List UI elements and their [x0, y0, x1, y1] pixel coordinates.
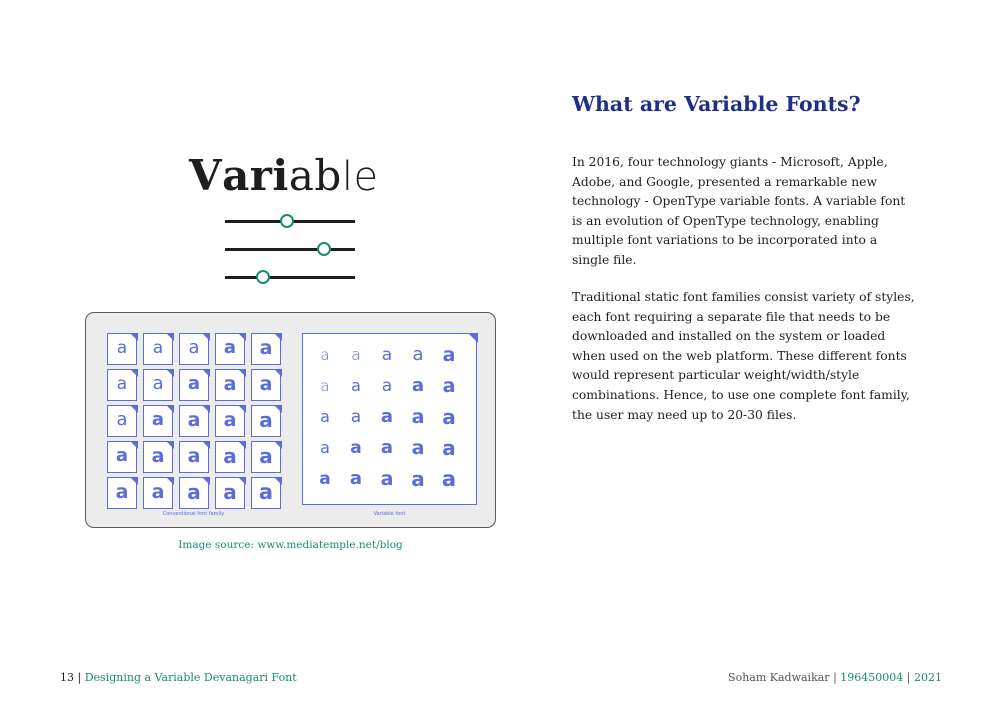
font-file-icon [215, 441, 245, 473]
image-source-caption: Image source: www.mediatemple.net/blog [178, 539, 403, 551]
glyph-sample: a [187, 480, 201, 504]
font-file-icon [179, 333, 209, 365]
glyph-sample: a [350, 438, 362, 458]
glyph-sample: a [350, 407, 362, 427]
font-file-icon [107, 477, 137, 509]
font-comparison-figure [85, 312, 496, 528]
glyph-sample: a [381, 345, 393, 365]
slider-knob [256, 270, 270, 284]
font-file-icon [143, 405, 173, 437]
glyph-sample: a [258, 480, 274, 504]
glyph-sample: a [115, 481, 129, 503]
glyph-sample: a [259, 373, 273, 395]
font-file-icon [143, 369, 173, 401]
font-file-icon [107, 333, 137, 365]
variable-font-file [302, 333, 477, 505]
slider-knob [317, 242, 331, 256]
glyph-sample: a [349, 468, 363, 489]
wordmark-part: V [189, 151, 223, 200]
glyph-sample: a [411, 437, 425, 459]
font-file-icon [179, 441, 209, 473]
glyph-sample: a [442, 405, 456, 429]
slider-illustration [225, 210, 357, 290]
glyph-sample: a [116, 409, 128, 430]
glyph-sample: a [152, 373, 164, 394]
footer-separator: | [833, 671, 837, 684]
glyph-sample: a [223, 444, 237, 468]
glyph-sample: a [320, 438, 330, 457]
glyph-sample: a [187, 373, 201, 394]
font-file-icon [251, 333, 281, 365]
slider-track [225, 276, 355, 279]
glyph-sample: a [380, 437, 394, 458]
document-title: Designing a Variable Devanagari Font [84, 671, 297, 684]
glyph-sample: a [320, 407, 330, 426]
glyph-sample: a [411, 406, 425, 428]
paragraph: In 2016, four technology giants - Microsoft, Apple, Adobe, and Google, presented a remarkable new technology - OpenType variable fonts. A variable font is an evolution of OpenType technology, enabling multiple font variations to be incorporated into a single file. [572, 155, 906, 267]
font-file-icon [215, 333, 245, 365]
glyph-sample: a [223, 480, 237, 504]
glyph-sample: a [441, 467, 457, 491]
glyph-sample: a [319, 469, 331, 489]
glyph-sample: a [320, 346, 330, 364]
page-number: 13 [60, 671, 74, 684]
glyph-sample: a [187, 445, 201, 467]
glyph-sample: a [223, 373, 237, 395]
slider-track [225, 248, 355, 251]
glyph-sample: a [351, 345, 361, 364]
glyph-sample: a [151, 481, 165, 503]
glyph-sample: a [116, 374, 128, 394]
font-file-icon [143, 333, 173, 365]
glyph-sample: a [380, 406, 394, 427]
variable-caption: Variable font [373, 511, 406, 517]
conventional-font-files [107, 333, 282, 511]
slider-knob [280, 214, 294, 228]
font-file-icon [215, 369, 245, 401]
glyph-sample: a [320, 377, 330, 395]
font-file-icon [107, 405, 137, 437]
footer-right [728, 671, 942, 684]
glyph-sample: a [151, 409, 165, 430]
glyph-sample: a [152, 338, 164, 358]
author-name: Soham Kadwaikar [728, 671, 830, 684]
footer-left [60, 671, 297, 684]
glyph-sample: a [259, 408, 273, 432]
glyph-sample: a [442, 344, 456, 366]
wordmark-part: ari [222, 151, 289, 200]
glyph-sample: a [380, 468, 394, 490]
font-file-icon [215, 477, 245, 509]
font-file-icon [251, 477, 281, 509]
font-file-icon [251, 369, 281, 401]
font-file-icon [107, 441, 137, 473]
font-file-icon [179, 369, 209, 401]
glyph-sample: a [351, 376, 361, 395]
footer-separator: | [906, 671, 911, 684]
footer-separator: | [77, 671, 82, 684]
glyph-sample: a [411, 375, 425, 396]
glyph-sample: a [151, 445, 165, 467]
font-file-icon [143, 477, 173, 509]
roll-number: 196450004 [840, 671, 904, 684]
wordmark-part: le [341, 154, 379, 200]
glyph-sample: a [187, 409, 201, 431]
font-file-icon [107, 369, 137, 401]
variable-wordmark [189, 150, 379, 203]
glyph-sample: a [442, 375, 456, 397]
glyph-sample: a [259, 337, 273, 359]
wordmark-part: ab [288, 151, 342, 200]
glyph-sample: a [188, 337, 200, 358]
glyph-sample: a [115, 445, 129, 466]
glyph-sample: a [381, 376, 393, 396]
font-file-icon [215, 405, 245, 437]
font-file-icon [179, 405, 209, 437]
glyph-sample: a [411, 467, 425, 491]
glyph-sample: a [116, 338, 128, 358]
glyph-sample: a [259, 444, 273, 468]
font-file-icon [251, 441, 281, 473]
glyph-sample: a [412, 344, 424, 365]
paragraph: Traditional static font families consist variety of styles, each font requiring a separate file that needs to be downloaded and installed on the system or loaded when used on the web platform. These different fonts would represent particular weight/width/style combinations. Hence, to use one complete font family, the user may need up to 20-30 files. [572, 290, 915, 422]
font-file-icon [143, 441, 173, 473]
glyph-sample: a [442, 436, 456, 460]
font-file-icon [179, 477, 209, 509]
font-file-icon [251, 405, 281, 437]
section-heading: What are Variable Fonts? [572, 92, 861, 116]
year: 2021 [914, 671, 942, 684]
glyph-sample: a [223, 337, 237, 358]
conventional-caption: Conventional font family [162, 511, 225, 517]
glyph-sample: a [223, 409, 237, 431]
